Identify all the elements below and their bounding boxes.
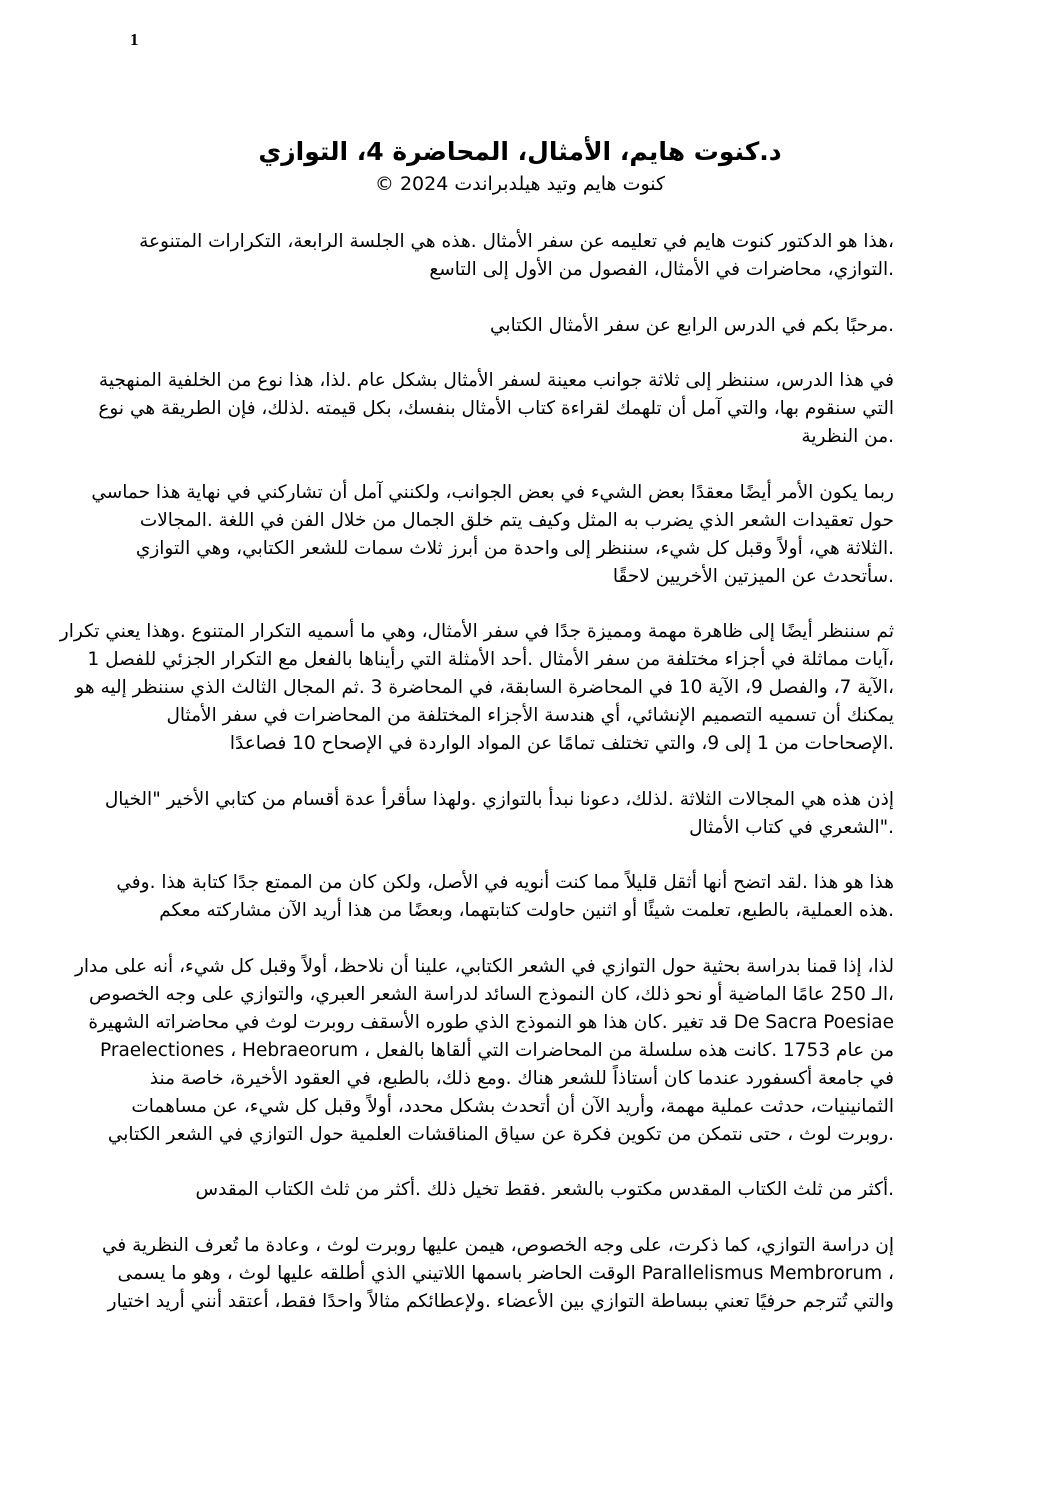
text-line: ، Parallelismus Membrorum الوقت الحاضر باسمها اللاتيني الذي أطلقه عليها لوث ، وهو ما يسمى	[117, 1262, 894, 1284]
document-header	[150, 134, 890, 198]
paragraph	[104, 786, 894, 842]
text-line: يمكنك أن تسميه التصميم الإنشائي، أي هندسة الأجزاء المختلفة من المحاضرات في سفر الأمثال	[166, 705, 894, 726]
text-line: .روبرت لوث ، حتى نتمكن من تكوين فكرة عن سياق المناقشات العلمية حول التوازي في الشعر الكتابي	[107, 1123, 894, 1145]
text-line: هذا هو هذا .لقد اتضح أنها أثقل قليلاً مما كنت أنويه في الأصل، ولكن كان من الممتع جدًا كتابة هذا .وفي	[116, 872, 894, 893]
text-line: ،الـ 250 عامًا الماضية أو نحو ذلك، كان النموذج السائد لدراسة الشعر العبري، والتوازي على وجه الخصوص	[88, 983, 894, 1005]
document-title: د.كنوت هايم، الأمثال، المحاضرة 4، التوازي	[258, 137, 782, 166]
text-line: .الثلاثة هي، أولاً وقبل كل شيء، سننظر إلى واحدة من أبرز ثلاث سمات للشعر الكتابي، وهي التوازي	[135, 537, 894, 559]
paragraph	[91, 479, 894, 591]
paragraph	[101, 1232, 894, 1316]
text-line: حول تعقيدات الشعر الذي يضرب به المثل وكيف يتم خلق الجمال من خلال الفن في اللغة .المجالات	[139, 509, 894, 531]
text-line: والتي تُترجم حرفيًا تعني ببساطة التوازي بين الأعضاء .ولإعطائكم مثالاً واحدًا فقط، أعتقد أنني أريد اختيار	[107, 1290, 894, 1312]
document-subtitle: كنوت هايم وتيد هيلدبراندت 2024 ©	[374, 173, 666, 195]
text-line: إن دراسة التوازي، كما ذكرت، على وجه الخصوص، هيمن عليها روبرت لوث ، وعادة ما تُعرف النظرية في	[101, 1234, 894, 1256]
text-line: .هذه العملية، بالطبع، تعلمت شيئًا أو اثنين حاولت كتابتهما، وبعضًا من هذا أريد الآن مشاركته معكم	[159, 900, 894, 921]
document-body	[59, 228, 894, 1343]
text-line: لذا، إذا قمنا بدراسة بحثية حول التوازي في الشعر الكتابي، علينا أن نلاحظ، أولاً وقبل كل شيء، أنه على مدار	[74, 955, 894, 977]
text-line: .سأتحدث عن الميزتين الأخريين لاحقًا	[612, 565, 894, 587]
text-line: .الإصحاحات من 1 إلى 9، والتي تختلف تمامًا عن المواد الواردة في الإصحاح 10 فصاعدًا	[229, 733, 894, 754]
text-line: إذن هذه هي المجالات الثلاثة .لذلك، دعونا نبدأ بالتوازي .ولهذا سأقرأ عدة أقسام من كتابي الأخير "الخيال	[104, 788, 894, 810]
paragraph	[98, 367, 894, 451]
paragraph	[116, 869, 894, 925]
text-line: ،الآية 7، والفصل 9، الآية 10 في المحاضرة السابقة، في المحاضرة 3 .ثم المجال الثالث الذي سننظر إليه هو	[75, 677, 894, 698]
text-line: ،هذا هو الدكتور كنوت هايم في تعليمه عن سفر الأمثال .هذه هي الجلسة الرابعة، التكرارات المتنوعة	[139, 231, 894, 252]
text-line: .أكثر من ثلث الكتاب المقدس مكتوب بالشعر .فقط تخيل ذلك .أكثر من ثلث الكتاب المقدس	[195, 1179, 894, 1200]
paragraph	[134, 312, 894, 340]
paragraph	[134, 228, 894, 284]
text-line: ثم سننظر أيضًا إلى ظاهرة مهمة ومميزة جدًا في سفر الأمثال، وهي ما أسميه التكرار المتنوع .وهذا يعني تكرار	[59, 621, 894, 642]
text-line: ربما يكون الأمر أيضًا معقدًا بعض الشيء في بعض الجوانب، ولكنني آمل أن تشاركني في نهاية هذا حماسي	[91, 481, 894, 503]
page-number: 1	[130, 30, 139, 49]
text-line: .مرحبًا بكم في الدرس الرابع عن سفر الأمثال الكتابي	[490, 314, 894, 336]
text-line: الثمانينيات، حدثت عملية مهمة، وأريد الآن أن أتحدث بشكل محدد، أولاً وقبل كل شيء، عن مساهمات	[131, 1095, 894, 1117]
text-line: ،آيات مماثلة في أجزاء مختلفة من سفر الأمثال .أحد الأمثلة التي رأيناها بالفعل مع التكرار الجزئي للفصل 1	[87, 649, 894, 670]
text-line: De Sacra Poesiae قد تغير .كان هذا هو النموذج الذي طوره الأسقف روبرت لوث في محاضراته الشهيرة	[88, 1011, 894, 1033]
text-line: ."الشعري في كتاب الأمثال	[689, 816, 894, 838]
text-line: .من النظرية	[801, 426, 894, 447]
text-line: .التوازي، محاضرات في الأمثال، الفصول من الأول إلى التاسع	[429, 259, 894, 280]
text-line: من عام 1753 .كانت هذه سلسلة من المحاضرات التي ألقاها بالفعل ، Praelectiones ، Hebraeorum	[100, 1039, 894, 1061]
paragraph	[134, 1176, 894, 1204]
paragraph	[59, 618, 894, 758]
paragraph	[74, 953, 894, 1149]
text-line: التي سنقوم بها، والتي آمل أن تلهمك لقراءة كتاب الأمثال بنفسك، بكل قيمته .لذلك، فإن الطريقة هي نوع	[98, 398, 894, 419]
text-line: في جامعة أكسفورد عندما كان أستاذاً للشعر هناك .ومع ذلك، بالطبع، في العقود الأخيرة، خاصة منذ	[149, 1067, 894, 1089]
text-line: في هذا الدرس، سننظر إلى ثلاثة جوانب معينة لسفر الأمثال بشكل عام .لذا، هذا نوع من الخلفية المنهجية	[98, 370, 894, 391]
